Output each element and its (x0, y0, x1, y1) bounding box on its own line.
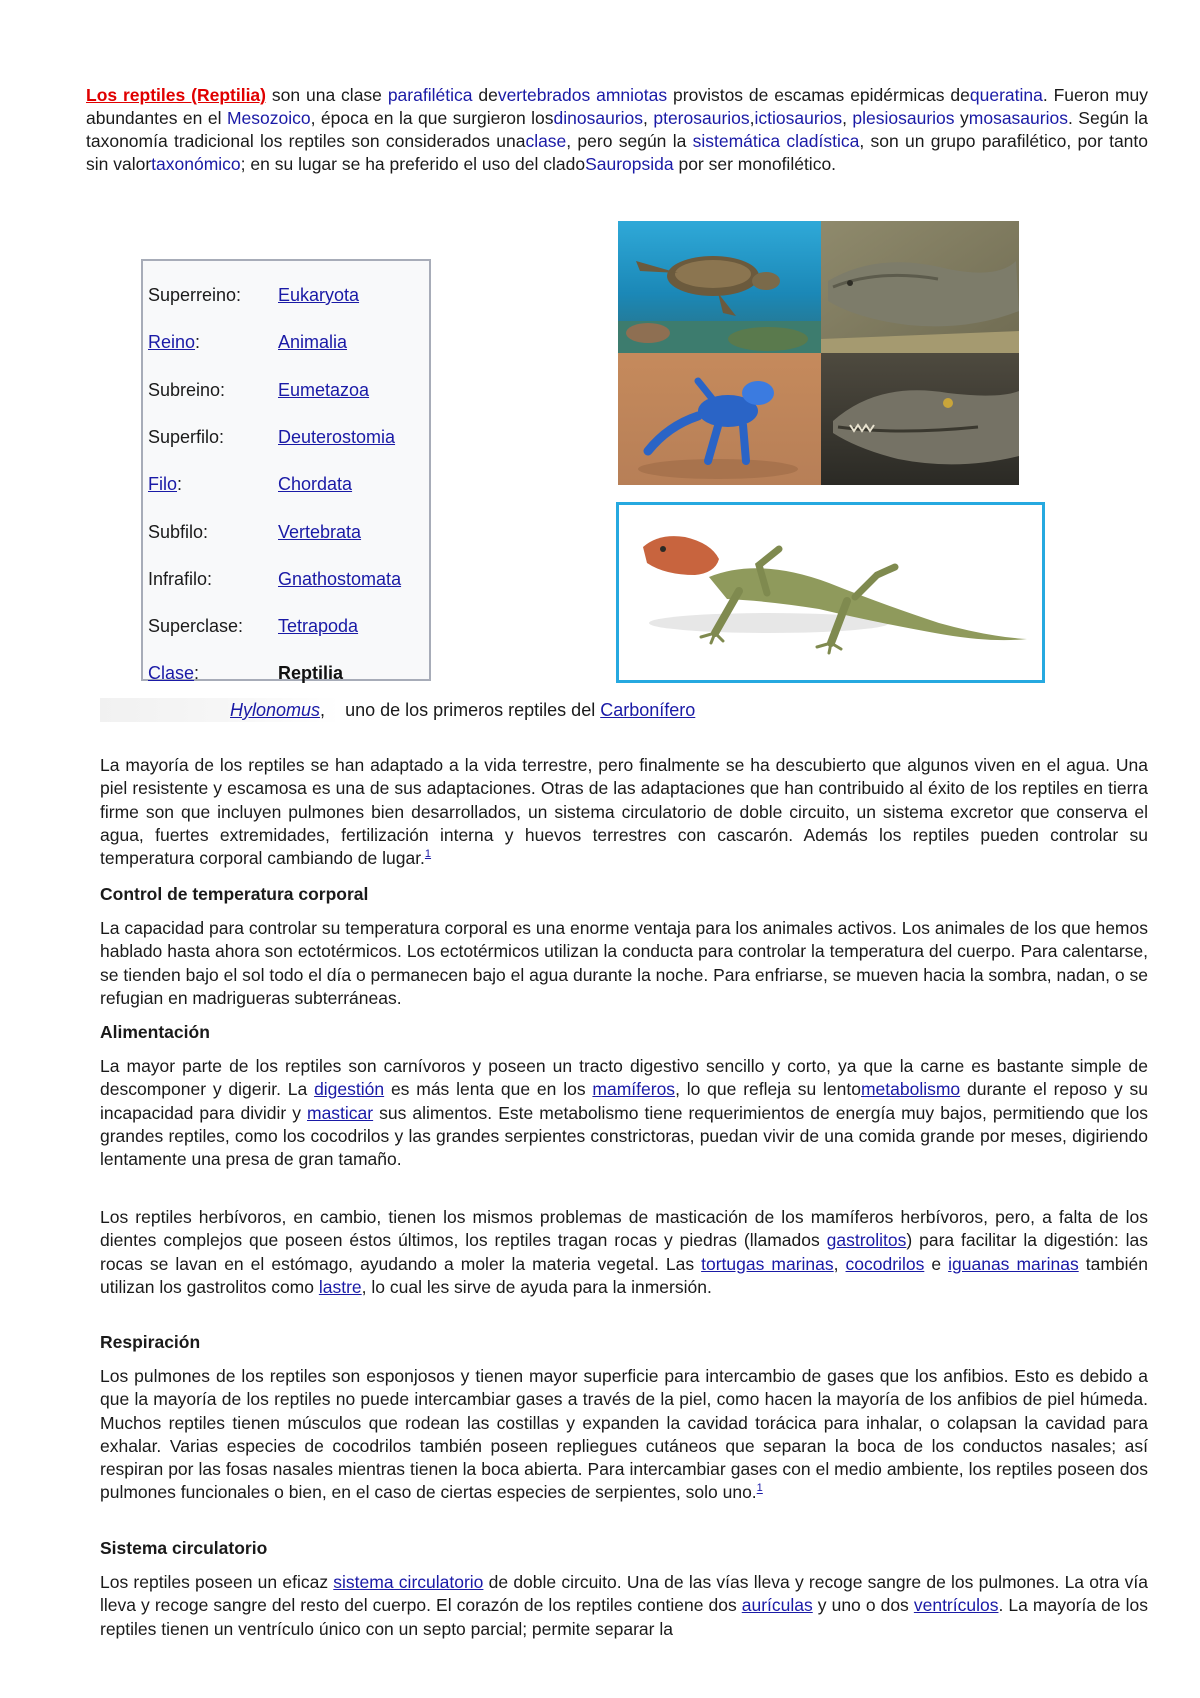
link-cocodrilos[interactable]: cocodrilos (845, 1253, 925, 1274)
link-amniotas[interactable]: amniotas (596, 85, 668, 105)
text: . La mayoría de los reptiles tienen un ventrículo único con un septo parcial; permite separar la (100, 1595, 1149, 1639)
link-mamiferos[interactable]: mamíferos (592, 1079, 676, 1100)
taxonomy-rank: Subreino: (148, 379, 226, 400)
text: de doble circuito. Una de las vías lleva y recoge sangre de los pulmones. La otra vía lleva y recoge sangre del resto del cuerpo. El corazón de los reptiles contiene dos (100, 1572, 1148, 1616)
text: son una clase (266, 85, 388, 105)
collage-image (618, 221, 1019, 485)
taxonomy-rank: Superclase: (148, 616, 244, 637)
taxonomy-rank: Subfilo: (148, 521, 209, 542)
link-queratina[interactable]: queratina (969, 85, 1043, 105)
reference-1-link[interactable]: 1 (756, 1482, 763, 1495)
text: , lo que refleja su lento (675, 1079, 861, 1100)
text: , (749, 108, 755, 128)
heading-feeding: Alimentación (100, 1022, 210, 1042)
text: La mayor parte de los reptiles son carnívoros y poseen un tracto digestivo sencillo y corto, ya que la carne es bastante simple de descomponer y digerir. La (100, 1056, 1148, 1100)
link-taxonomico[interactable]: taxonómico (151, 154, 241, 174)
text: Los reptiles poseen un eficaz (100, 1572, 334, 1592)
link-dinosaurios[interactable]: dinosaurios (553, 108, 644, 128)
text: , (643, 108, 654, 128)
crocodile-ground-photo (821, 221, 1019, 353)
taxonomy-rank: Superfilo: (148, 426, 225, 447)
blue-lizard-photo (618, 353, 821, 485)
heading-respiration: Respiración (100, 1332, 201, 1352)
link-hylonomus[interactable] (230, 700, 320, 720)
link-sistema-circulatorio[interactable]: sistema circulatorio (333, 1572, 484, 1592)
paragraph-temperature: La capacidad para controlar su temperatura corporal es una enorme ventaja para los animales activos. Los animales de los que hemos hablado hasta ahora son ectotérmicos. Los ectotérmicos utilizan la conducta para controlar la temperatura del cuerpo. Para calentarse, se tienden bajo el sol todo el día o permanecen bajo el agua durante la noche. Para enfriarse, se mueven hacia la sombra, nadan, o se refugian en madrigueras subterráneas. (100, 918, 1148, 1008)
link-pterosaurios[interactable]: pterosaurios (653, 108, 750, 128)
caption-genus: Hylonomus (230, 700, 321, 720)
text: por ser monofilético. (673, 154, 837, 174)
link-carbonifero[interactable]: Carbonífero (600, 700, 696, 720)
paragraph-feeding-carnivores (100, 1055, 1148, 1171)
taxonomy-rank: Superreino: (148, 285, 242, 305)
taxonomy-rank-link[interactable]: Clase (148, 663, 195, 684)
taxonomy-value-link[interactable]: Animalia (278, 332, 348, 353)
hylonomus-image (619, 505, 1042, 680)
paragraph-respiration (100, 1365, 1148, 1505)
taxonomy-value: Reptilia (278, 663, 344, 684)
text: , época en la que surgieron los (310, 108, 554, 128)
text: uno de los primeros reptiles del (340, 700, 601, 720)
sea-turtle-photo (618, 221, 821, 353)
taxonomy-rank: Infrafilo: (148, 568, 213, 589)
link-clase[interactable]: clase (525, 131, 567, 151)
taxonomy-value-link[interactable]: Chordata (278, 474, 353, 495)
taxonomy-rank (148, 469, 278, 499)
heading-temperature-control: Control de temperatura corporal (100, 884, 369, 904)
link-sauropsida[interactable]: Sauropsida (585, 154, 674, 174)
taxonomy-rank-colon: : (177, 474, 183, 495)
taxonomy-value-link[interactable]: Gnathostomata (278, 568, 402, 589)
link-tortugas-marinas[interactable]: tortugas marinas (701, 1253, 834, 1274)
link-iguanas-marinas[interactable]: iguanas marinas (948, 1253, 1079, 1274)
reference-1-link[interactable]: 1 (424, 848, 432, 861)
text: ) para facilitar la digestión: las rocas se lavan en el estómago, ayudando a moler la materia vegetal. Las (100, 1230, 1149, 1274)
hylonomus-image-frame (616, 502, 1045, 683)
taxonomy-rank-link[interactable]: Filo (148, 474, 178, 495)
link-vertebrados[interactable]: vertebrados (497, 85, 591, 105)
taxonomy-rank-colon: : (195, 332, 201, 353)
link-ventriculos[interactable]: ventrículos (913, 1595, 999, 1616)
text: , (320, 700, 326, 720)
text: e (924, 1253, 949, 1274)
link-lastre[interactable]: lastre (318, 1276, 362, 1297)
text: , pero según la (566, 131, 693, 151)
taxonomy-value-link[interactable]: Deuterostomia (278, 426, 396, 447)
heading-circulatory-system: Sistema circulatorio (100, 1538, 268, 1558)
taxonomy-box (141, 259, 431, 684)
text: , son un grupo parafilético, por tanto sin valor (86, 131, 1148, 174)
image-caption (100, 698, 760, 722)
taxonomy-rank-colon: : (194, 663, 200, 684)
text: ; en su lugar se ha preferido el uso del clado (240, 154, 586, 174)
text: , (833, 1253, 846, 1274)
taxonomy-value-link[interactable]: Eumetazoa (278, 379, 370, 400)
taxonomy-value-link[interactable]: Eukaryota (278, 285, 360, 305)
link-gastrolitos[interactable]: gastrolitos (826, 1230, 907, 1251)
paragraph-feeding-herbivores (100, 1206, 1148, 1299)
link-auriculas[interactable]: aurículas (741, 1595, 813, 1616)
text: es más lenta que en los (384, 1079, 593, 1100)
text: Los reptiles herbívoros, en cambio, tienen los mismos problemas de masticación de los mamíferos herbívoros, pero, a falta de los dientes complejos que poseen éstos últimos, los reptiles tragan rocas y piedras (llamados (100, 1207, 1148, 1251)
taxonomy-rank (148, 327, 278, 357)
link-mosasaurios[interactable]: mosasaurios (968, 108, 1068, 128)
link-plesiosaurios[interactable]: plesiosaurios (852, 108, 955, 128)
crocodile-head-photo (821, 353, 1019, 485)
text: , (842, 108, 853, 128)
paragraph-adaptations (100, 754, 1148, 870)
text: La mayoría de los reptiles se han adaptado a la vida terrestre, pero finalmente se ha descubierto que algunos viven en el agua. Una piel resistente y escamosa es una de sus adaptaciones. Otras de las adaptaciones que han contribuido al éxito de los reptiles en tierra firme son que incluyen pulmones bien desarrollados, un sistema circulatorio de doble circuito, un sistema excretor que conserva el agua, fuertes extremidades, fertilización interna y huevos terrestres con cascarón. Además los reptiles pueden controlar su temperatura corporal cambiando de lugar. (100, 755, 1148, 869)
text: y (954, 108, 969, 128)
taxonomy-value-link[interactable]: Tetrapoda (278, 616, 359, 637)
taxonomy-rank-link[interactable]: Reino (148, 332, 196, 353)
text: . Según la taxonomía tradicional los reptiles son considerados una (86, 108, 1148, 151)
taxonomy-value-link[interactable]: Vertebrata (278, 521, 362, 542)
reptilia-title-link[interactable]: Los reptiles (Reptilia) (86, 85, 266, 105)
link-digestion[interactable]: digestión (314, 1079, 385, 1100)
link-sistematica-cladistica[interactable]: sistemática cladística (692, 131, 860, 151)
paragraph-circulatory (100, 1571, 1148, 1641)
text: durante el reposo y su incapacidad para dividir y (100, 1079, 1148, 1123)
text: de (472, 85, 498, 105)
link-metabolismo[interactable]: metabolismo (860, 1079, 961, 1100)
taxonomy-rank (148, 658, 278, 688)
link-masticar[interactable]: masticar (307, 1102, 374, 1123)
text: , lo cual les sirve de ayuda para la inmersión. (361, 1276, 712, 1297)
text: provistos de escamas epidérmicas de (667, 85, 970, 105)
link-ictiosaurios[interactable]: ictiosaurios (754, 108, 843, 128)
text: también utilizan los gastrolitos como (100, 1253, 1148, 1297)
text: sus alimentos. Este metabolismo tiene requerimientos de energía muy bajos, permitiendo que los grandes reptiles, como los cocodrilos y las grandes serpientes constrictoras, puedan vivir de una comida grande por meses, digiriendo lentamente una presa de gran tamaño. (100, 1102, 1148, 1170)
link-mesozoico[interactable]: Mesozoico (226, 108, 311, 128)
intro-paragraph (86, 84, 1148, 176)
caption-text (230, 698, 695, 722)
reptile-photo-collage (618, 221, 1019, 485)
link-parafiletica[interactable]: parafilética (387, 85, 473, 105)
text: Los pulmones de los reptiles son esponjosos y tienen mayor superficie para intercambio de gases que los anfibios. Esto es debido a que la mayoría de los reptiles no puede intercambiar gases a través de la piel, como hacen la mayoría de los anfibios de piel húmeda. Muchos reptiles tienen músculos que rodean las costillas y expanden la cavidad torácica para inhalar, o colapsan la cavidad para exhalar. Varias especies de cocodrilos también poseen repliegues cutáneos que separan la boca de los conductos nasales; así respiran por las fosas nasales mientras tienen la boca abierta. Para intercambiar gases con el medio ambiente, los reptiles poseen dos pulmones funcionales o bien, en el caso de ciertas especies de serpientes, solo uno. (100, 1366, 1148, 1503)
text: y uno o dos (812, 1595, 914, 1616)
text: . Fueron muy abundantes en el (86, 85, 1149, 128)
